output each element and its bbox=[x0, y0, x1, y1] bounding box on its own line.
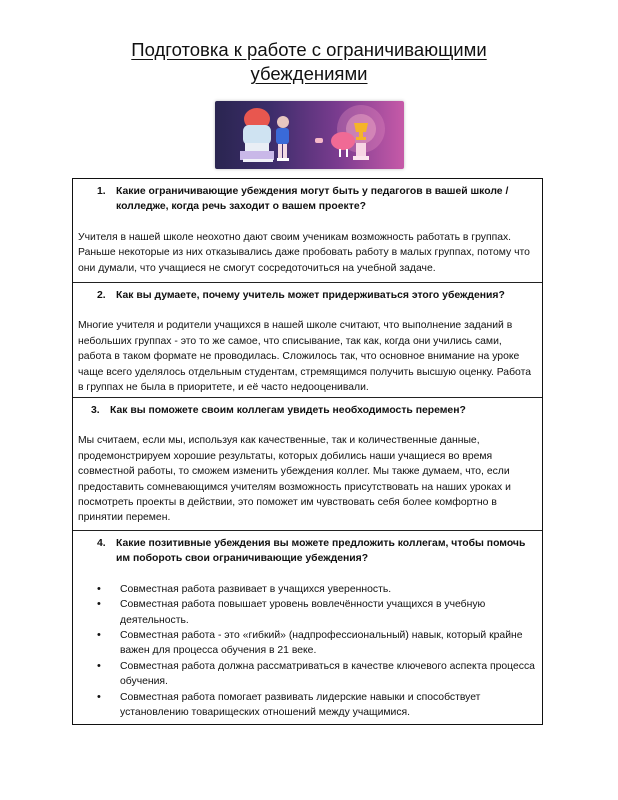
question-heading bbox=[78, 403, 536, 418]
question-number: 4. bbox=[97, 538, 106, 549]
bullet-icon: • bbox=[97, 659, 101, 672]
question-row-3 bbox=[73, 398, 542, 531]
questions-table bbox=[72, 178, 543, 725]
bullet-icon: • bbox=[97, 629, 101, 642]
list-item bbox=[97, 597, 536, 628]
question-text: Какие ограничивающие убеждения могут быть у педагогов в вашей школе / колледже, когда речь заходит о вашем проекте? bbox=[116, 186, 509, 213]
question-row-1 bbox=[73, 179, 542, 283]
bullet-icon: • bbox=[97, 690, 101, 703]
title-line-1: Подготовка к работе с ограничивающими bbox=[131, 39, 487, 60]
list-item-text: Совместная работа должна рассматриваться в качестве ключевого аспекта процесса обучения. bbox=[120, 660, 535, 688]
question-heading bbox=[78, 288, 536, 303]
list-item bbox=[97, 690, 536, 721]
title-line-2: убеждениями bbox=[250, 63, 368, 84]
list-item-text: Совместная работа развивает в учащихся уверенность. bbox=[120, 583, 392, 595]
question-number: 2. bbox=[97, 290, 106, 301]
question-number: 3. bbox=[91, 405, 100, 416]
illustration-icon bbox=[215, 101, 404, 169]
bullet-list bbox=[78, 582, 536, 728]
answer-text: Мы считаем, если мы, используя как качественные, так и количественные данные, продемонстрируем хорошие результаты, которых добились наши учащиеся во время совместной работы, то сможем изменить убеждения коллег. Мы также думаем, что, если предоставить сомневающимся учителям возможность присутствовать на наших уроках и посмотреть проекты в действии, это поможет им чувствовать себя более комфортно в принятии перемен. bbox=[78, 435, 511, 524]
question-number: 1. bbox=[97, 186, 106, 197]
page-title bbox=[0, 38, 618, 86]
question-row-4 bbox=[73, 531, 542, 724]
answer-text: Многие учителя и родители учащихся в нашей школе считают, что выполнение заданий в небольших группах - это то же самое, что списывание, так как, когда они учились сами, работа в таком формате не проводилась. Сложилось так, что основное внимание на уроке чаще всего уделялось отдельным студентам, стремящимся получить высшую оценку. Работа в группах не была в приоритете, и её часто недооценивали. bbox=[78, 320, 531, 394]
question-heading bbox=[78, 184, 536, 215]
answer-text: Учителя в нашей школе неохотно дают своим ученикам возможность работать в группах. Раньше некоторые из них отказывались даже пробовать работу в малых группах, потому что они думали, что учащиеся не смогут сосредоточиться на учебной задаче. bbox=[78, 231, 530, 274]
question-row-2 bbox=[73, 283, 542, 398]
list-item-text: Совместная работа - это «гибкий» (надпрофессиональный) навык, который крайне важен для процесса обучения в 21 веке. bbox=[120, 630, 523, 657]
list-item-text: Совместная работа повышает уровень вовлечённости учащихся в учебную деятельность. bbox=[120, 599, 486, 626]
list-item bbox=[97, 628, 536, 659]
question-heading bbox=[78, 536, 536, 567]
question-text: Как вы думаете, почему учитель может придерживаться этого убеждения? bbox=[116, 290, 505, 301]
bullet-icon: • bbox=[97, 582, 101, 595]
list-item-text: Совместная работа помогает развивать лидерские навыки и способствует установлению товарищеских отношений между учащимися. bbox=[120, 691, 481, 719]
question-text: Как вы поможете своим коллегам увидеть необходимость перемен? bbox=[110, 405, 466, 416]
bullet-icon: • bbox=[97, 598, 101, 611]
list-item bbox=[97, 659, 536, 690]
list-item bbox=[97, 582, 536, 597]
question-text: Какие позитивные убеждения вы можете предложить коллегам, чтобы помочь им побороть свои ограничивающие убеждения? bbox=[116, 538, 526, 565]
banner-illustration bbox=[215, 101, 404, 169]
